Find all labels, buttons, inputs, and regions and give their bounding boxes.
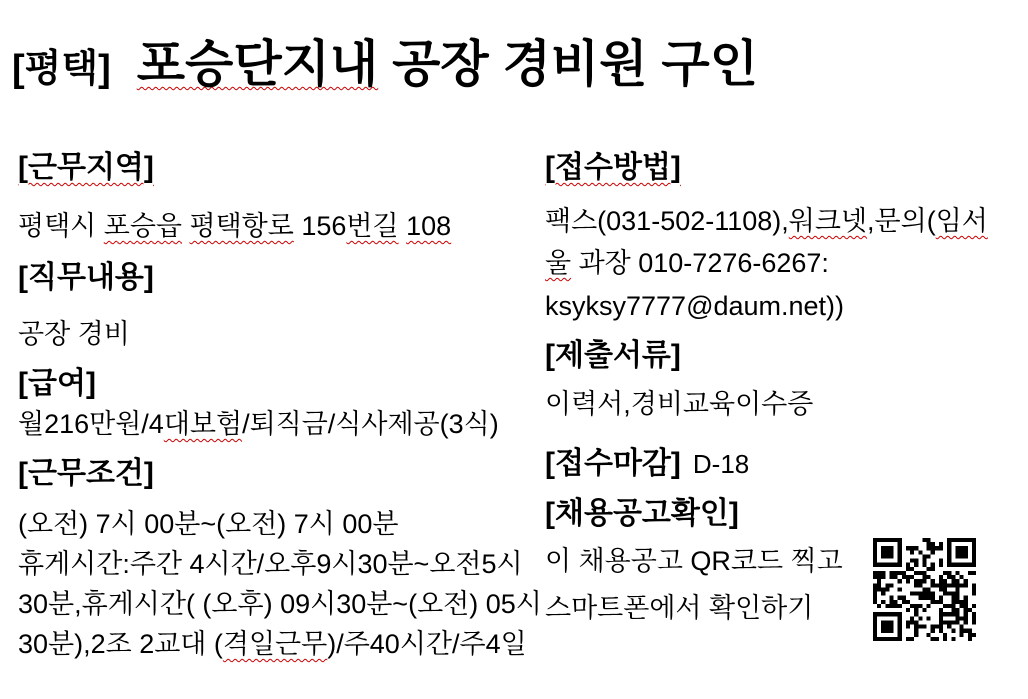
misspelled-text: [근무지역]	[18, 151, 154, 184]
salary-text	[18, 404, 543, 444]
text-segment: )/주40시간/주4일	[327, 629, 527, 659]
misspelled-text: 포승단지내	[136, 36, 379, 92]
text-segment: [근무조건]	[18, 457, 154, 490]
section-required-documents	[545, 336, 1020, 424]
text-segment: [접수마감]	[545, 447, 681, 480]
work-conditions-line	[18, 544, 543, 584]
text-segment	[399, 211, 407, 241]
section-job-duties	[18, 258, 543, 354]
title-main-text	[137, 36, 758, 92]
text-segment: (오전) 7시 00분~(오전) 7시 00분	[18, 509, 399, 539]
salary-heading	[18, 364, 543, 404]
title-region-tag: [평택]	[12, 48, 111, 90]
text-segment: 30분),2조 2교대 (	[18, 629, 223, 659]
text-segment: /퇴직금/식사제공(3식)	[242, 409, 499, 439]
section-work-location	[18, 148, 543, 246]
misspelled-text: 워크넷	[788, 206, 868, 236]
application-method-line	[545, 201, 1020, 241]
section-salary	[18, 364, 543, 444]
text-segment: [제출서류]	[545, 339, 681, 372]
text-segment: 156	[293, 211, 347, 241]
left-column	[18, 148, 543, 664]
work-location-address	[18, 206, 543, 246]
deadline-countdown-value: D-18	[692, 449, 750, 479]
text-segment: 30분,휴게시간( (오후) 09시30분~(오전) 05시	[18, 589, 542, 619]
text-segment: 월216만원/4	[18, 409, 164, 439]
work-conditions-line	[18, 584, 543, 624]
work-conditions-heading	[18, 454, 543, 494]
misspelled-text: 108	[406, 211, 452, 241]
text-segment: 팩스(031-502-1108),	[545, 206, 789, 236]
text-segment: 이력서,경비교육이수증	[545, 389, 814, 419]
text-segment	[182, 211, 190, 241]
job-duties-heading	[18, 258, 543, 298]
application-method-line	[545, 243, 1020, 283]
job-posting-check-heading	[545, 494, 1020, 534]
misspelled-text: 격일근무	[222, 629, 328, 659]
text-segment: [채용공고확인]	[545, 497, 739, 530]
misspelled-text: 평택항로	[189, 211, 294, 241]
misspelled-text: 대보험	[163, 409, 243, 439]
text-segment: 휴게시간:주간 4시간/오후9시30분~오전5시	[18, 549, 523, 579]
work-location-heading	[18, 148, 543, 188]
misspelled-text: [접수방법]	[545, 151, 681, 184]
section-application-deadline	[545, 444, 1020, 484]
section-work-conditions	[18, 454, 543, 664]
text-segment: 평택시	[18, 211, 104, 241]
page-title	[12, 24, 758, 96]
required-documents-text	[545, 384, 1020, 424]
work-conditions-line	[18, 504, 543, 544]
required-documents-heading	[545, 336, 1020, 376]
text-segment: [직무내용]	[18, 261, 154, 294]
misspelled-text: 포승읍	[103, 211, 182, 241]
job-duties-text	[18, 314, 543, 354]
misspelled-text: 울	[545, 248, 572, 278]
text-segment: ksyksy7777@daum.net))	[545, 291, 845, 321]
section-application-method	[545, 148, 1020, 326]
application-deadline-heading	[545, 447, 681, 480]
application-method-heading	[545, 148, 1020, 188]
qr-code-icon	[873, 538, 976, 641]
text-segment: ,문의(	[867, 206, 936, 236]
text-segment: 공장 경비원 구인	[378, 36, 759, 92]
work-conditions-line	[18, 624, 543, 664]
application-deadline-row	[545, 444, 1020, 484]
application-contact-email	[545, 286, 1020, 326]
misspelled-text: 임서	[935, 206, 988, 236]
text-segment: 이 채용공고 QR코드 찍고	[545, 546, 843, 576]
misspelled-text: 번길	[346, 211, 399, 241]
text-segment: [급여]	[18, 367, 96, 400]
text-segment: 과장 010-7276-6267:	[571, 248, 829, 278]
text-segment: 공장 경비	[18, 319, 130, 349]
qr-code-svg	[873, 538, 976, 641]
text-segment: 스마트폰에서 확인하기	[545, 593, 814, 623]
